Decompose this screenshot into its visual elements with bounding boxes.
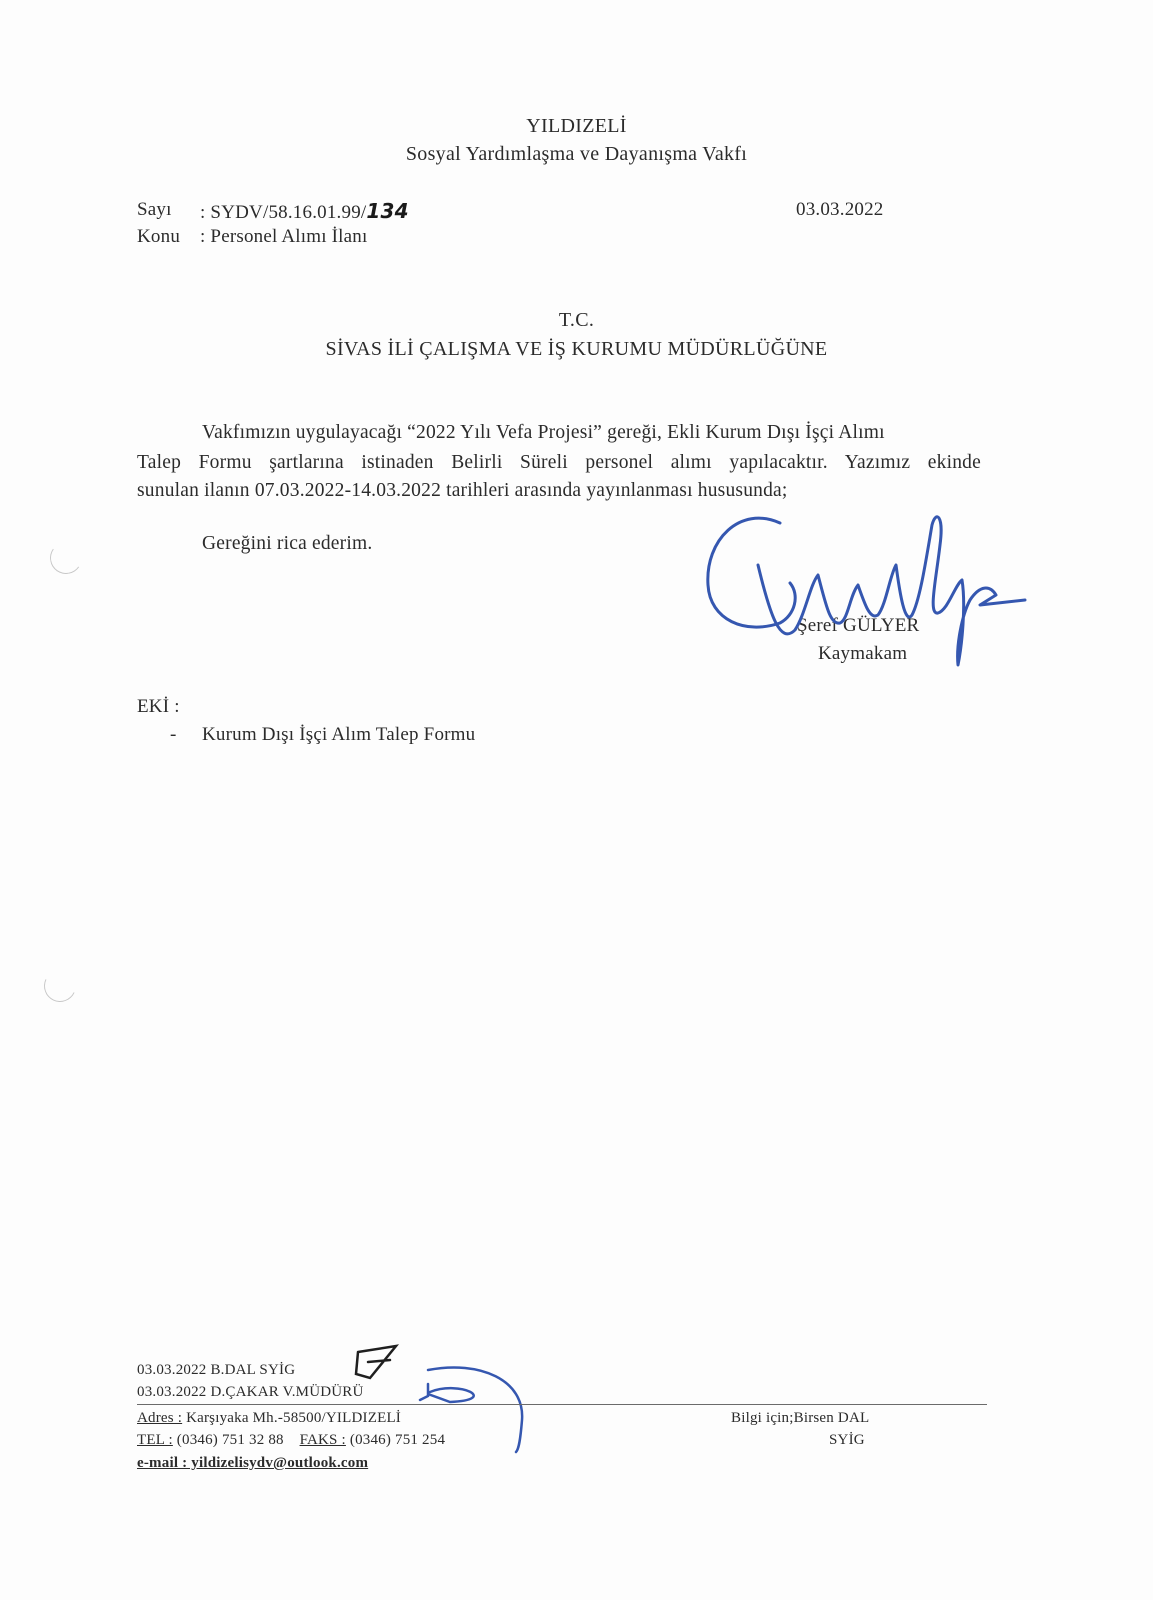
sayi-label: Sayı [137,199,172,220]
tel-label: TEL : [137,1432,173,1448]
faks-value: (0346) 751 254 [345,1432,446,1448]
phone-line [137,1432,445,1449]
body-line-3: sunulan ilanın 07.03.2022-14.03.2022 tarihleri arasında yayınlanması hususunda; [137,480,788,501]
body-line-1: Vakfımızın uygulayacağı “2022 Yılı Vefa Projesi” gereği, Ekli Kurum Dışı İşçi Alımı [202,422,885,443]
signatory-title: Kaymakam [818,643,908,664]
sayi-value [200,199,409,224]
contact-info-line-2: SYİG [829,1432,865,1448]
faks-label: FAKS : [299,1432,346,1448]
signature-image [700,505,1040,675]
body-line-2: Talep Formu şartlarına istinaden Belirli Süreli personel alımı yapılacaktır. Yazımız ekinde [137,452,981,473]
address-value: Karşıyaka Mh.-58500/YILDIZELİ [182,1410,401,1426]
sayi-handwritten: 134 [366,199,409,223]
footer-divider [137,1404,987,1405]
recipient-office: SİVAS İLİ ÇALIŞMA VE İŞ KURUMU MÜDÜRLÜĞÜNE [325,338,828,360]
punch-hole-mark [47,539,84,576]
address-line [137,1410,401,1427]
document-date: 03.03.2022 [796,199,884,220]
tel-value: (0346) 751 32 88 [172,1432,284,1448]
institution-subtitle: Sosyal Yardımlaşma ve Dayanışma Vakfı [405,143,748,165]
punch-hole-mark [39,965,80,1006]
address-label: Adres : [137,1410,183,1426]
konu-label: Konu [137,226,181,247]
attachments-label: EKİ : [137,696,180,717]
closing-line: Gereğini rica ederim. [202,533,373,554]
signatory-name: Şeref GÜLYER [797,615,920,636]
konu-value: : Personel Alımı İlanı [200,226,368,247]
attachment-bullet: - [170,724,177,745]
email-line: e-mail : yildizelisydv@outlook.com [137,1455,369,1471]
initial-line-1: 03.03.2022 B.DAL SYİG [137,1362,296,1378]
attachment-item: Kurum Dışı İşçi Alım Talep Formu [202,724,476,745]
recipient-country: T.C. [558,309,595,331]
institution-name: YILDIZELİ [526,115,627,137]
sayi-number: : SYDV/58.16.01.99/ [200,202,367,223]
contact-info-line-1: Bilgi için;Birsen DAL [731,1410,870,1426]
initial-line-2: 03.03.2022 D.ÇAKAR V.MÜDÜRÜ [137,1384,364,1400]
